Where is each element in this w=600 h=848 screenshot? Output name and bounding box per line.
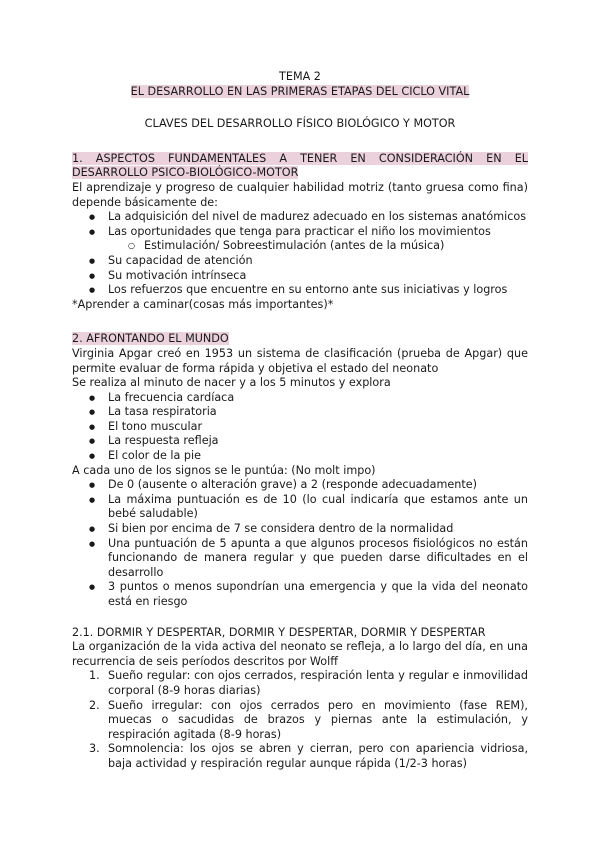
section-1-sublist (72, 239, 528, 254)
list-text: Sueño regular: con ojos cerrados, respiración lenta y regular e inmovilidad corporal (8-9 horas diarias) (108, 669, 528, 697)
tema-label: TEMA 2 (279, 70, 321, 83)
list-item: ● Su capacidad de atención (72, 254, 528, 269)
section-1-list-cont (72, 254, 528, 298)
section-2-intro: Virginia Apgar creó en 1953 un sistema de clasificación (prueba de Apgar) que permite evaluar de forma rápida y objetiva el estado del neonato (72, 346, 528, 375)
section-2-heading-text: 2. AFRONTANDO EL MUNDO (72, 332, 229, 346)
section-1-intro: El aprendizaje y progreso de cualquier habilidad motriz (tanto gruesa como fina) depende básicamente de: (72, 180, 528, 209)
list-item: ● Una puntuación de 5 apunta a que algunos procesos fisiológicos no están funcionando de manera regular y que pueden darse dificultades en el desarrollo (72, 537, 528, 581)
section-1-heading (72, 152, 528, 181)
list-item: ● La tasa respiratoria (72, 405, 528, 420)
list-item: ● La respuesta refleja (72, 434, 528, 449)
list-item: ● Las oportunidades que tenga para practicar el niño los movimientos (72, 225, 528, 240)
list-item: ● 3 puntos o menos supondrían una emergencia y que la vida del neonato está en riesgo (72, 580, 528, 609)
list-item (72, 669, 528, 698)
section-1-heading-text: 1. ASPECTOS FUNDAMENTALES A TENER EN CONSIDERACIÓN EN EL DESARROLLO PSICO-BIOLÓGICO-MOTOR (72, 151, 528, 180)
list-item (72, 742, 528, 771)
document-title-text: EL DESARROLLO EN LAS PRIMERAS ETAPAS DEL CICLO VITAL (130, 84, 470, 98)
document-subtitle: CLAVES DEL DESARROLLO FÍSICO BIOLÓGICO Y MOTOR (144, 117, 456, 131)
list-item: ● El color de la pie (72, 449, 528, 464)
list-item: ● La adquisición del nivel de madurez adecuado en los sistemas anatómicos (72, 210, 528, 225)
document-title (72, 85, 528, 100)
section-2-1-list (72, 669, 528, 771)
list-text: Somnolencia: los ojos se abren y cierran, pero con apariencia vidriosa, baja actividad y respiración regular aunque rápida (1/2-3 horas) (108, 742, 528, 770)
section-2-score-list (72, 478, 528, 609)
section-2-intro-2: Se realiza al minuto de nacer y a los 5 minutos y explora (72, 376, 391, 390)
list-number: 3. (89, 742, 100, 756)
list-item: ● Su motivación intrínseca (72, 269, 528, 284)
list-item: ● El tono muscular (72, 420, 528, 435)
section-2-heading (72, 332, 528, 347)
section-1-note: *Aprender a caminar(cosas más importantes)* (72, 297, 334, 311)
list-item: ● De 0 (ausente o alteración grave) a 2 (responde adecuadamente) (72, 478, 528, 493)
section-1-list (72, 210, 528, 239)
list-item: ● La frecuencia cardíaca (72, 391, 528, 406)
section-2-score-intro: A cada uno de los signos se le puntúa: (No molt impo) (72, 463, 376, 477)
section-2-1-intro: La organización de la vida activa del neonato se refleja, a lo largo del día, en una recurrencia de seis períodos descritos por Wolff (72, 640, 528, 668)
list-number: 1. (89, 669, 100, 683)
list-number: 2. (89, 698, 100, 712)
list-item (72, 699, 528, 743)
section-2-list (72, 391, 528, 464)
list-item: ● Los refuerzos que encuentre en su entorno ante sus iniciativas y logros (72, 283, 528, 298)
sublist-item: ○ Estimulación/ Sobreestimulación (antes de la música) (72, 239, 528, 254)
list-text: Sueño irregular: con ojos cerrados pero en movimiento (fase REM), muecas o sacudidas de brazos y piernas ante la estimulación, y respiración agitada (8-9 horas) (108, 698, 528, 741)
list-item: ● Si bien por encima de 7 se considera dentro de la normalidad (72, 522, 528, 537)
list-item: ● La máxima puntuación es de 10 (lo cual indicaría que estamos ante un bebé saludable) (72, 493, 528, 522)
section-2-1-heading: 2.1. DORMIR Y DESPERTAR, DORMIR Y DESPERTAR, DORMIR Y DESPERTAR (72, 625, 486, 639)
